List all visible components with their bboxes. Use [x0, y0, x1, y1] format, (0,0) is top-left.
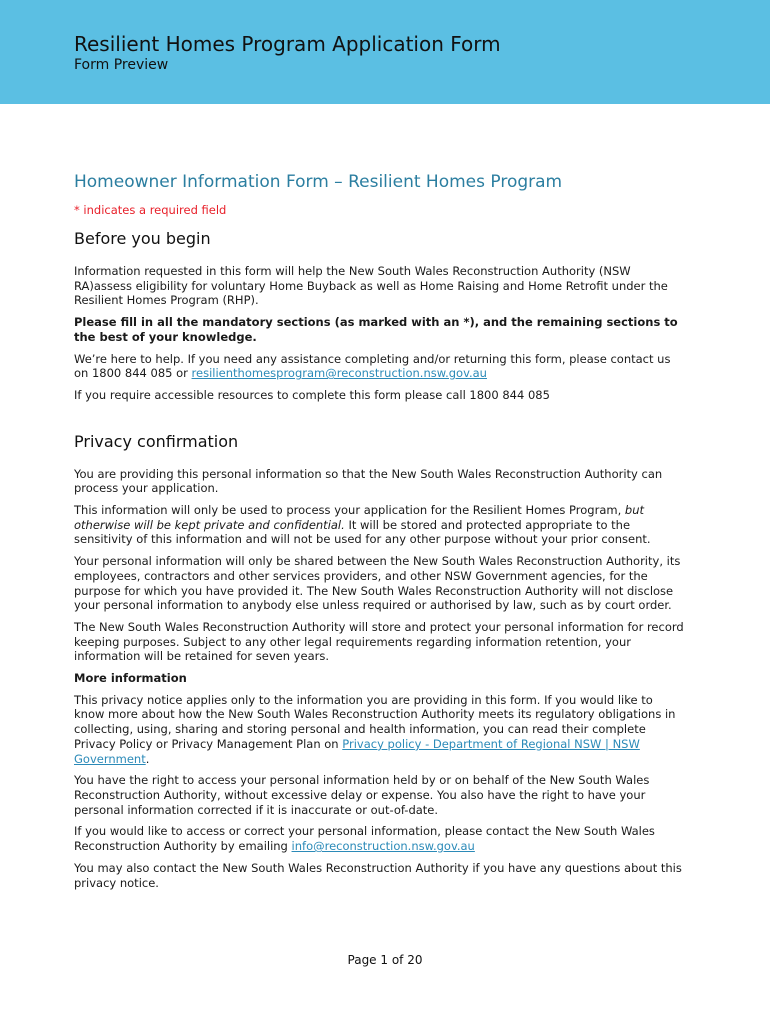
page-subtitle: Form Preview	[74, 57, 169, 73]
header-banner	[0, 0, 770, 104]
rhp-email-link[interactable]: resilienthomesprogram@reconstruction.nsw.gov.au	[191, 366, 487, 381]
info-email-link[interactable]: info@reconstruction.nsw.gov.au	[291, 839, 475, 854]
page-title: Resilient Homes Program Application Form	[74, 32, 501, 56]
mandatory-instruction: Please fill in all the mandatory sections (as marked with an *), and the remaining sections to the best of your knowledge.	[74, 315, 678, 344]
before-you-begin-heading: Before you begin	[74, 229, 211, 248]
privacy-paragraph-7	[74, 824, 684, 853]
privacy-confirmation-heading: Privacy confirmation	[74, 431, 239, 451]
form-content	[74, 170, 684, 890]
privacy-paragraph-8: You may also contact the New South Wales Reconstruction Authority if you have any questions about this privacy notice.	[74, 860, 682, 890]
accessible-resources-paragraph: If you require accessible resources to complete this form please call 1800 844 085	[74, 387, 550, 402]
page-number: Page 1 of 20	[347, 953, 423, 967]
privacy-paragraph-6: You have the right to access your personal information held by or on behalf of the New South Wales Reconstruction Authority, without excessive delay or expense. You also have the right to have your personal information corrected if it is inaccurate or out-of-date.	[74, 773, 650, 817]
help-text: We’re here to help. If you need any assistance completing and/or returning this form, please contact us on 1800 844 085 or	[74, 351, 671, 381]
help-paragraph	[74, 352, 684, 381]
privacy-p2-rest: It will be stored and protected appropriate to the sensitivity of this information and will not be used for any other purpose without your prior consent.	[74, 517, 651, 547]
privacy-p7-text: If you would like to access or correct your personal information, please contact the New South Wales Reconstruction Authority by emailing	[74, 824, 655, 854]
privacy-p5-text: This privacy notice applies only to the information you are providing in this form. If you would like to know more about how the New South Wales Reconstruction Authority meets its regulatory obligations in collecting, using, sharing and storing personal and health information, you can read their complete Privacy Policy or Privacy Management Plan on	[74, 692, 676, 751]
privacy-policy-link[interactable]: Privacy policy - Department of Regional NSW | NSW Government	[74, 736, 640, 766]
privacy-paragraph-3: Your personal information will only be shared between the New South Wales Reconstruction Authority, its employees, contractors and other services providers, and other NSW Government agencies, for the purpose for which you have provided it. The New South Wales Reconstruction Authority will not disclose your personal information to anybody else unless required or authorised by law, such as by court order.	[74, 554, 681, 613]
privacy-p5-end: .	[145, 751, 150, 766]
privacy-paragraph-1: You are providing this personal information so that the New South Wales Reconstruction Authority can process your application.	[74, 466, 663, 496]
privacy-paragraph-5	[74, 693, 684, 767]
required-field-note: * indicates a required field	[74, 203, 227, 217]
privacy-paragraph-2	[74, 503, 684, 547]
form-title: Homeowner Information Form – Resilient Homes Program	[74, 172, 563, 192]
privacy-paragraph-4: The New South Wales Reconstruction Authority will store and protect your personal information for record keeping purposes. Subject to any other legal requirements regarding information retention, your information will be retained for seven years.	[74, 619, 684, 664]
privacy-p2-text: This information will only be used to process your application for the Resilient Homes Program,	[74, 503, 625, 518]
privacy-p2-italic: but otherwise will be kept private and confidential.	[74, 503, 645, 532]
before-paragraph-1: Information requested in this form will help the New South Wales Reconstruction Authority (NSW RA)assess eligibility for voluntary Home Buyback as well as Home Raising and Home Retrofit under the Resilient Homes Program (RHP).	[74, 264, 668, 308]
more-information-heading: More information	[74, 671, 187, 686]
